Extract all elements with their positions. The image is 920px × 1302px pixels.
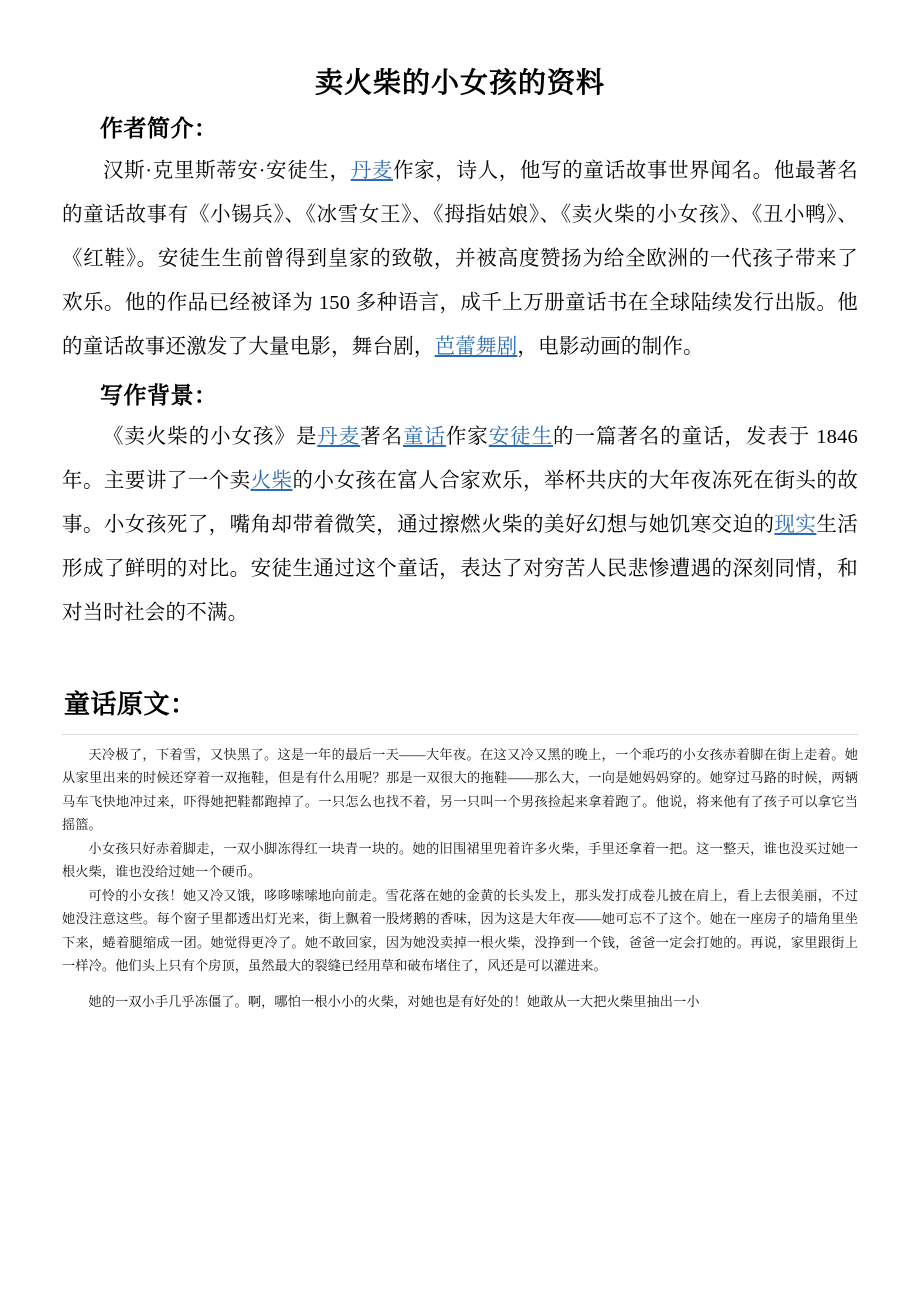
inline-hyperlink[interactable]: 丹麦 [317,426,361,449]
inline-hyperlink[interactable]: 丹麦 [350,159,393,182]
section-heading-writing-background: 写作背景： [100,382,218,408]
inline-hyperlink[interactable]: 现实 [774,514,817,537]
paragraph-writing-background: 《卖火柴的小女孩》是丹麦著名童话作家安徒生的一篇著名的童话，发表于 1846 年。主要讲了一个卖火柴的小女孩在富人合家欢乐，举杯共庆的大年夜冻死在街头的故事。小女孩死了，嘴角却带着微笑，通过擦燃火柴的美好幻想与她饥寒交迫的现实生活形成了鲜明的对比。安徒生通过这个童话，表达了对穷苦人民悲惨遭遇的深刻同情，和对当时社会的不满。 [62,426,859,625]
inline-hyperlink[interactable]: 火柴 [250,470,293,493]
section-heading-original-text: 童话原文： [64,690,197,720]
story-paragraph: 天冷极了，下着雪，又快黑了。这是一年的最后一天——大年夜。在这又冷又黑的晚上，一个乖巧的小女孩赤着脚在街上走着。她从家里出来的时候还穿着一双拖鞋，但是有什么用呢？那是一双很大的拖鞋——那么大，一向是她妈妈穿的。她穿过马路的时候，两辆马车飞快地冲过来，吓得她把鞋都跑掉了。一只怎么也找不着，另一只叫一个男孩捡起来拿着跑了。他说，将来他有了孩子可以拿它当摇篮。 [62,746,858,833]
inline-hyperlink[interactable]: 安徒生 [488,426,554,449]
paragraph-author-intro: 汉斯·克里斯蒂安·安徒生，丹麦作家，诗人，他写的童话故事世界闻名。他最著名的童话故事有《小锡兵》、《冰雪女王》、《拇指姑娘》、《卖火柴的小女孩》、《丑小鸭》、《红鞋》。安徒生生前曾得到皇家的致敬，并被高度赞扬为给全欧洲的一代孩子带来了欢乐。他的作品已经被译为 150 多种语言，成千上万册童话书在全球陆续发行出版。他的童话故事还激发了大量电影，舞台剧，芭蕾舞剧，电影动画的制作。 [62,159,858,358]
inline-hyperlink[interactable]: 芭蕾舞剧 [434,335,518,358]
story-paragraph: 可怜的小女孩！她又冷又饿，哆哆嗦嗦地向前走。雪花落在她的金黄的长头发上，那头发打成卷儿披在肩上，看上去很美丽，不过她没注意这些。每个窗子里都透出灯光来，街上飘着一股烤鹅的香味，因为这是大年夜——她可忘不了这个。她在一座房子的墙角里坐下来，蜷着腿缩成一团。她觉得更冷了。她不敢回家，因为她没卖掉一根火柴，没挣到一个钱，爸爸一定会打她的。再说，家里跟街上一样冷。他们头上只有个房顶，虽然最大的裂缝已经用草和破布堵住了，风还是可以灌进来。 [62,887,858,974]
section-divider [62,734,858,735]
inline-hyperlink[interactable]: 童话 [403,426,446,449]
story-paragraph: 小女孩只好赤着脚走，一双小脚冻得红一块青一块的。她的旧围裙里兜着许多火柴，手里还拿着一把。这一整天，谁也没买过她一根火柴，谁也没给过她一个硬币。 [62,840,858,880]
page-title: 卖火柴的小女孩的资料 [314,68,605,99]
story-paragraph: 她的一双小手几乎冻僵了。啊，哪怕一根小小的火柴，对她也是有好处的！她敢从一大把火柴里抽出一小 [88,993,700,1009]
section-heading-author-intro: 作者简介： [100,116,218,142]
